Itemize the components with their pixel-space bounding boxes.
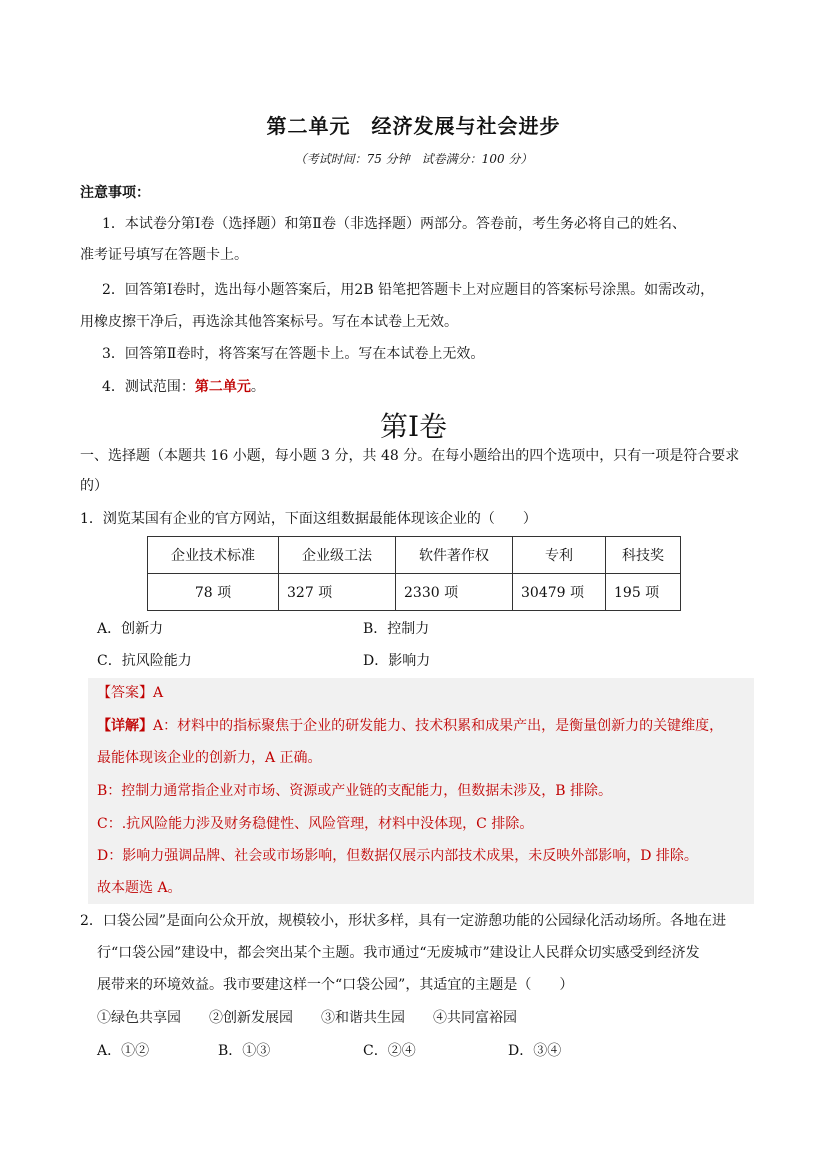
detail-a-text: A：材料中的指标聚焦于企业的研发能力、技术积累和成果产出，是衡量创新力的关键维度， <box>153 718 724 734</box>
section-title: 第I卷 <box>379 410 448 443</box>
table-header-cell: 软件著作权 <box>396 537 513 574</box>
table-cell: 30479 项 <box>513 574 606 611</box>
q1-answer: 【答案】A <box>97 685 164 701</box>
note-item-4-prefix: 4．测试范围： <box>102 379 195 395</box>
q1-detail-d: D：影响力强调品牌、社会或市场影响，但数据仅展示内部技术成果，未反映外部影响，D 排除。 <box>97 848 698 864</box>
table-cell: 195 项 <box>606 574 681 611</box>
table-cell: 2330 项 <box>396 574 513 611</box>
table-header-cell: 企业级工法 <box>279 537 396 574</box>
q1-option-d: D．影响力 <box>363 653 431 669</box>
q1-data-table <box>147 536 681 611</box>
q1-conclusion: 故本题选 A。 <box>97 880 182 896</box>
q2-option-b: B．①③ <box>218 1043 271 1059</box>
note-item-1: 1．本试卷分第Ⅰ卷（选择题）和第Ⅱ卷（非选择题）两部分。答卷前，考生务必将自己的姓名、 <box>102 216 686 232</box>
note-item-1-cont: 准考证号填写在答题卡上。 <box>80 247 248 263</box>
page-title: 第二单元 经济发展与社会进步 <box>266 114 561 138</box>
table-row <box>148 574 681 611</box>
q2-choices: ①绿色共享园 ②创新发展园 ③和谐共生园 ④共同富裕园 <box>97 1010 517 1026</box>
table-header-cell: 企业技术标准 <box>148 537 279 574</box>
table-header-row <box>148 537 681 574</box>
q2-option-a: A．①② <box>97 1043 150 1059</box>
detail-label: 【详解】 <box>97 718 153 734</box>
section-instructions: 一、选择题（本题共 16 小题，每小题 3 分，共 48 分。在每小题给出的四个选项中，只有一项是符合要求 <box>80 448 740 464</box>
q1-option-a: A．创新力 <box>97 621 164 637</box>
q1-stem: 1．浏览某国有企业的官方网站，下面这组数据最能体现该企业的（ ） <box>80 511 537 527</box>
exam-info: （考试时间：75 分钟 试卷满分：100 分） <box>294 152 533 166</box>
q2-stem-end: 展带来的环境效益。我市要建这样一个“口袋公园”，其适宜的主题是（ ） <box>97 977 574 993</box>
q1-option-b: B．控制力 <box>363 621 430 637</box>
note-item-4 <box>102 377 265 397</box>
test-range: 第二单元 <box>194 379 251 395</box>
note-item-2: 2．回答第Ⅰ卷时，选出每小题答案后，用2B 铅笔把答题卡上对应题目的答案标号涂黑。如需改动， <box>102 282 715 298</box>
q1-detail-b: B：控制力通常指企业对市场、资源或产业链的支配能力，但数据未涉及，B 排除。 <box>97 783 613 799</box>
q1-detail-a <box>97 716 723 736</box>
note-item-3: 3．回答第Ⅱ卷时，将答案写在答题卡上。写在本试卷上无效。 <box>102 346 485 362</box>
table-header-cell: 科技奖 <box>606 537 681 574</box>
note-item-4-suffix: 。 <box>250 379 265 395</box>
notes-heading: 注意事项： <box>80 185 150 201</box>
q2-stem: 2．口袋公园”是面向公众开放，规模较小，形状多样，具有一定游憩功能的公园绿化活动场所。各地在进 <box>80 913 727 929</box>
q1-detail-c: C：.抗风险能力涉及财务稳健性、风险管理，材料中没体现，C 排除。 <box>97 816 534 832</box>
table-header-cell: 专利 <box>513 537 606 574</box>
table-cell: 327 项 <box>279 574 396 611</box>
section-instructions-cont: 的） <box>80 478 108 494</box>
q2-stem-cont: 行“口袋公园”建设中，都会突出某个主题。我市通过“无废城市”建设让人民群众切实感受到经济发 <box>97 945 700 961</box>
q2-option-c: C．②④ <box>363 1043 416 1059</box>
q1-option-c: C．抗风险能力 <box>97 653 192 669</box>
table-cell: 78 项 <box>148 574 279 611</box>
q2-option-d: D．③④ <box>508 1043 562 1059</box>
q1-detail-a-cont: 最能体现该企业的创新力，A 正确。 <box>97 750 322 766</box>
note-item-2-cont: 用橡皮擦干净后，再选涂其他答案标号。写在本试卷上无效。 <box>80 314 458 330</box>
